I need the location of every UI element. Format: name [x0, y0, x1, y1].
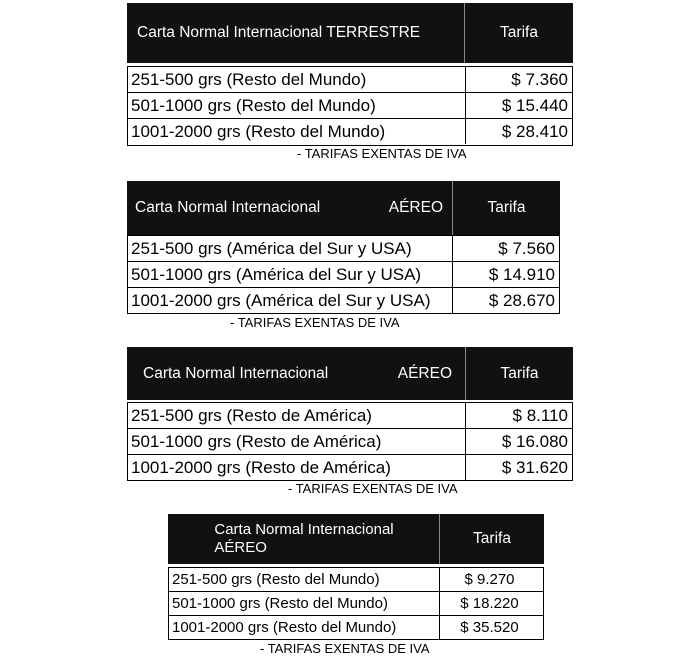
table-header [127, 3, 573, 63]
table-title-mode: AÉREO [388, 199, 443, 216]
tax-exempt-note: - TARIFAS EXENTAS DE IVA [297, 146, 467, 161]
row-price: $ 16.080 [465, 429, 572, 454]
table-title-block [214, 521, 393, 557]
rate-table-aereo-resto-mundo [168, 514, 544, 655]
table-header [127, 347, 573, 400]
table-title-mode: AÉREO [214, 539, 267, 556]
row-price: $ 8.110 [465, 403, 572, 428]
table-row [169, 616, 543, 639]
table-row [128, 403, 572, 429]
rate-column-header: Tarifa [439, 514, 544, 564]
row-price: $ 28.670 [452, 288, 559, 313]
table-title-mode: AÉREO [397, 364, 452, 382]
row-description: 501-1000 grs (América del Sur y USA) [131, 264, 422, 284]
row-price: $ 28.410 [465, 119, 572, 144]
table-row [128, 288, 559, 313]
table-header [127, 181, 560, 235]
table-row [128, 236, 559, 262]
rate-column-header: Tarifa [464, 3, 573, 63]
tax-exempt-note: - TARIFAS EXENTAS DE IVA [288, 481, 458, 496]
table-row [128, 67, 572, 93]
row-description: 501-1000 grs (Resto del Mundo) [172, 595, 388, 612]
row-description: 1001-2000 grs (Resto del Mundo) [172, 619, 397, 636]
row-price: $ 9.270 [439, 568, 543, 591]
tax-exempt-note: - TARIFAS EXENTAS DE IVA [260, 641, 430, 656]
table-body [127, 66, 573, 146]
row-description: 251-500 grs (Resto del Mundo) [131, 69, 367, 89]
row-description: 1001-2000 grs (Resto del Mundo) [131, 121, 386, 141]
rate-table-terrestre [127, 3, 573, 161]
table-title [127, 3, 465, 63]
table-header [168, 514, 544, 564]
row-description: 251-500 grs (Resto del Mundo) [172, 571, 380, 588]
table-row [128, 429, 572, 455]
table-row [128, 262, 559, 288]
row-price: $ 31.620 [465, 455, 572, 480]
row-description: 501-1000 grs (Resto del Mundo) [131, 95, 376, 115]
row-price: $ 15.440 [465, 93, 572, 118]
rate-column-header: Tarifa [465, 347, 573, 400]
table-title [127, 181, 453, 235]
table-title-text: Carta Normal Internacional [143, 364, 329, 382]
row-price: $ 7.360 [465, 67, 572, 92]
row-price: $ 35.520 [439, 616, 543, 639]
table-title-text: Carta Normal Internacional [214, 521, 394, 538]
rate-table-aereo-resto-america [127, 347, 573, 499]
table-body [127, 235, 560, 314]
table-row [128, 93, 572, 119]
rate-column-header: Tarifa [452, 181, 560, 235]
table-title [127, 347, 466, 400]
row-description: 1001-2000 grs (Resto de América) [131, 457, 391, 477]
row-description: 1001-2000 grs (América del Sur y USA) [131, 290, 431, 310]
table-title-text: Carta Normal Internacional TERRESTRE [137, 24, 421, 41]
rate-table-aereo-sur-usa [127, 181, 560, 331]
table-row [128, 455, 572, 480]
row-price: $ 7.560 [452, 236, 559, 261]
row-price: $ 18.220 [439, 592, 543, 615]
row-description: 251-500 grs (Resto de América) [131, 405, 372, 425]
tax-exempt-note: - TARIFAS EXENTAS DE IVA [230, 315, 400, 330]
table-row [169, 592, 543, 616]
table-row [128, 119, 572, 144]
row-description: 501-1000 grs (Resto de América) [131, 431, 382, 451]
table-title-text: Carta Normal Internacional [135, 199, 321, 216]
row-price: $ 14.910 [452, 262, 559, 287]
table-row [169, 568, 543, 592]
row-description: 251-500 grs (América del Sur y USA) [131, 238, 412, 258]
table-body [168, 567, 544, 640]
table-body [127, 402, 573, 481]
table-title [168, 514, 440, 564]
